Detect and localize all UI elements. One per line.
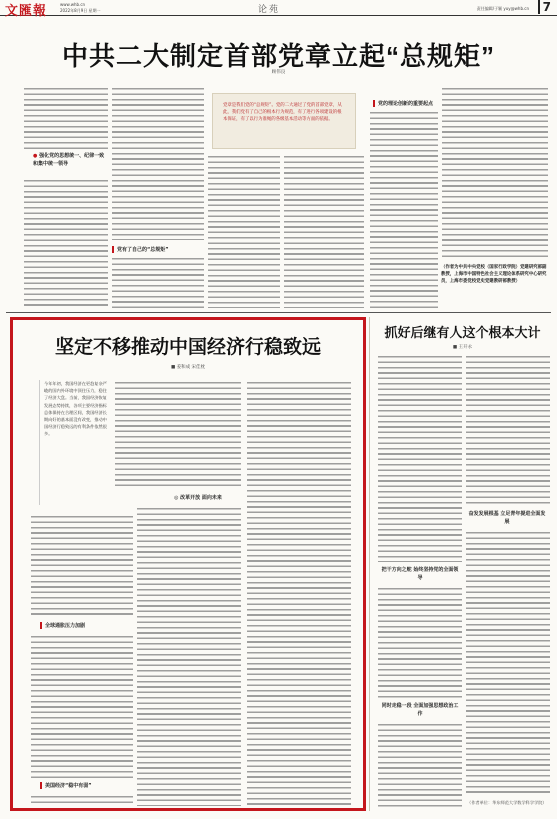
top-article-author-note: （作者为中共中央党校（国家行政学院）党建研究部副教授，上海市中国特色社会主义理论体系研究中心研究员，上海市委党校党史党建教研部教授）: [441, 265, 547, 285]
top-article-title: 中共二大制定首部党章立起“总规矩”: [61, 41, 495, 71]
top-article-column-6: [442, 88, 548, 258]
top-article-column-5: [370, 112, 438, 308]
site-url: www.whb.cn: [60, 2, 86, 7]
featured-article-byline: ■ 姜和成 宋佳枕: [170, 365, 206, 370]
top-article-pull-quote: 党章是我们党的“总规矩”。党的二大通过了党的首部党章，从此，我们党有了自己的根本行为规范，有了进行各项建设的根本保证，有了以行为准绳的各级基本活动等方面的依据。: [212, 93, 356, 149]
featured-column-2: [115, 382, 241, 490]
featured-column-1b: [31, 636, 133, 778]
column-divider: [369, 317, 370, 811]
top-article-byline: 顾伟良: [271, 70, 286, 75]
right-subheading-1: 把干方向之舵 始终坚持党的全面领导: [381, 567, 459, 581]
top-article-subheading-1: [33, 152, 108, 168]
subheading-text: 强化党的思想统一、纪律一致和集中统一领导: [33, 153, 105, 167]
featured-subheading-1: 全球通胀压力加剧: [40, 622, 85, 629]
featured-column-3: [247, 382, 351, 806]
featured-subheading-3: 美国经济“稳中有弱”: [40, 782, 92, 789]
right-article-author-note: （作者单位：华东师范大学数学科学学院）: [467, 800, 547, 805]
featured-subheading-2: ◎ 改革开放 面向未来: [174, 495, 222, 501]
featured-article-title: 坚定不移推动中国经济行稳致远: [54, 337, 321, 358]
right-article-byline: ■ 王开永: [452, 345, 473, 350]
right-article-title: 抓好后继有人这个根本大计: [384, 325, 541, 340]
featured-column-1: [31, 516, 133, 618]
right-column-1c: [378, 724, 462, 810]
bullet-marker: ●: [33, 153, 38, 159]
section-divider: [6, 312, 551, 313]
top-article-column-4: [284, 156, 364, 308]
top-article-column-1b: [24, 180, 108, 308]
right-subheading-3: 同时走稳一段 全面加强思想政治工作: [381, 703, 459, 717]
featured-column-2b: [137, 508, 241, 806]
right-column-2b: [466, 532, 550, 796]
featured-article-lead: 今年年初，我国经济在更趋复杂严峻的国内外环境中顶住压力，稳住了经济大盘。当前，我国经济恢复发展态势持续，各项主要经济指标总体保持在合理区间，我国经济长期向好的基本面没有改变，推动中国经济行稳致远的有利条件依然很多。: [39, 380, 109, 505]
right-column-1b: [378, 588, 462, 698]
top-article-subheading-2: 党的理论创新的重要起点: [373, 100, 483, 107]
section-name: 论苑: [258, 5, 281, 15]
editor-credit: 责任编辑/于颖 yuy@whb.cn: [476, 6, 529, 11]
top-article-column-1a: [24, 88, 108, 150]
top-article-column-2b: [112, 258, 204, 308]
top-article-column-3: [208, 156, 280, 308]
right-column-2: [466, 356, 550, 506]
right-subheading-2: 奋发发展根基 立足青年提进全面发展: [468, 511, 546, 525]
featured-column-1c: [31, 796, 133, 806]
right-column-1: [378, 356, 462, 562]
newspaper-logo: 文匯報: [5, 4, 48, 19]
featured-article-box: [10, 317, 366, 811]
page-number: 7: [538, 0, 551, 14]
issue-date: 2022年8月9日 星期一: [60, 8, 101, 13]
top-article-subheading-3: 党有了自己的“总规矩”: [112, 246, 192, 253]
page-header: [0, 0, 557, 19]
top-article-column-2: [112, 88, 204, 240]
